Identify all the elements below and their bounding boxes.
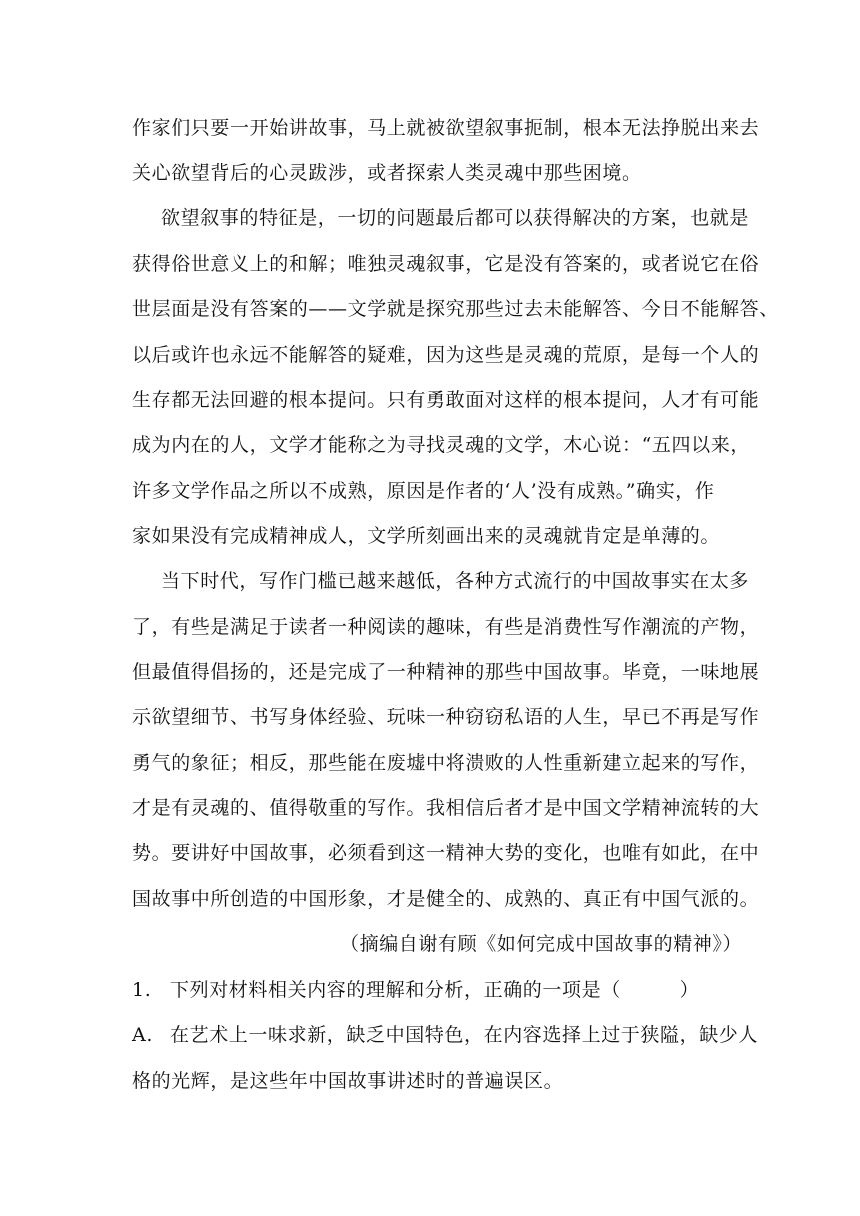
option-a-text-continued: 格的光辉，是这些年中国故事讲述时的普遍误区。	[132, 1070, 564, 1092]
passage-line: 以后或许也永远不能解答的疑难，因为这些是灵魂的荒原，是每一个人的	[132, 344, 760, 366]
question-text: 下列对材料相关内容的理解和分析，正确的一项是（ ）	[170, 979, 700, 1001]
source-citation: （摘编自谢有顾《如何完成中国故事的精神》）	[340, 933, 743, 955]
passage-line: 才是有灵魂的、值得敬重的写作。我相信后者才是中国文学精神流转的大	[132, 797, 760, 819]
passage-line: 势。要讲好中国故事，必须看到这一精神大势的变化，也唯有如此，在中	[132, 842, 760, 864]
passage-line: 家如果没有完成精神成人，文学所刻画出来的灵魂就肯定是单薄的。	[132, 525, 721, 547]
passage-line: 了，有些是满足于读者一种阅读的趣味，有些是消费性写作潮流的产物，	[132, 616, 760, 638]
passage-line: 但最值得倡扬的，还是完成了一种精神的那些中国故事。毕竟，一味地展	[132, 661, 760, 683]
passage-line: 获得俗世意义上的和解；唯独灵魂叙事，它是没有答案的，或者说它在俗	[132, 253, 760, 275]
passage-line: 成为内在的人，文学才能称之为寻找灵魂的文学，木心说：“五四以来，	[132, 434, 750, 456]
passage-line: 勇气的象征；相反，那些能在废墟中将溃败的人性重新建立起来的写作，	[132, 752, 760, 774]
passage-line: 当下时代，写作门槛已越来越低，各种方式流行的中国故事实在太多	[161, 570, 750, 592]
passage-line: 欲望叙事的特征是，一切的问题最后都可以获得解决的方案，也就是	[161, 207, 750, 229]
passage-line: 关心欲望背后的心灵跋涉，或者探索人类灵魂中那些困境。	[132, 162, 642, 184]
question-number: 1.	[132, 979, 152, 1001]
passage-line: 许多文学作品之所以不成熟，原因是作者的‘人’没有成熟。”确实，作	[132, 480, 715, 502]
option-a-label: A.	[132, 1024, 153, 1046]
option-a-text: 在艺术上一味求新，缺乏中国特色，在内容选择上过于狭隘，缺少人	[170, 1024, 759, 1046]
passage-line: 世层面是没有答案的——文学就是探究那些过去未能解答、今日不能解答、	[132, 298, 779, 320]
passage-line: 示欲望细节、书写身体经验、玩味一种窃窃私语的人生，早已不再是写作	[132, 706, 760, 728]
passage-line: 国故事中所创造的中国形象，才是健全的、成熟的、真正有中国气派的。	[132, 888, 760, 910]
passage-line: 生存都无法回避的根本提问。只有勇敢面对这样的根本提问，人才有可能	[132, 389, 760, 411]
passage-line: 作家们只要一开始讲故事，马上就被欲望叙事扼制，根本无法挣脱出来去	[132, 117, 760, 139]
